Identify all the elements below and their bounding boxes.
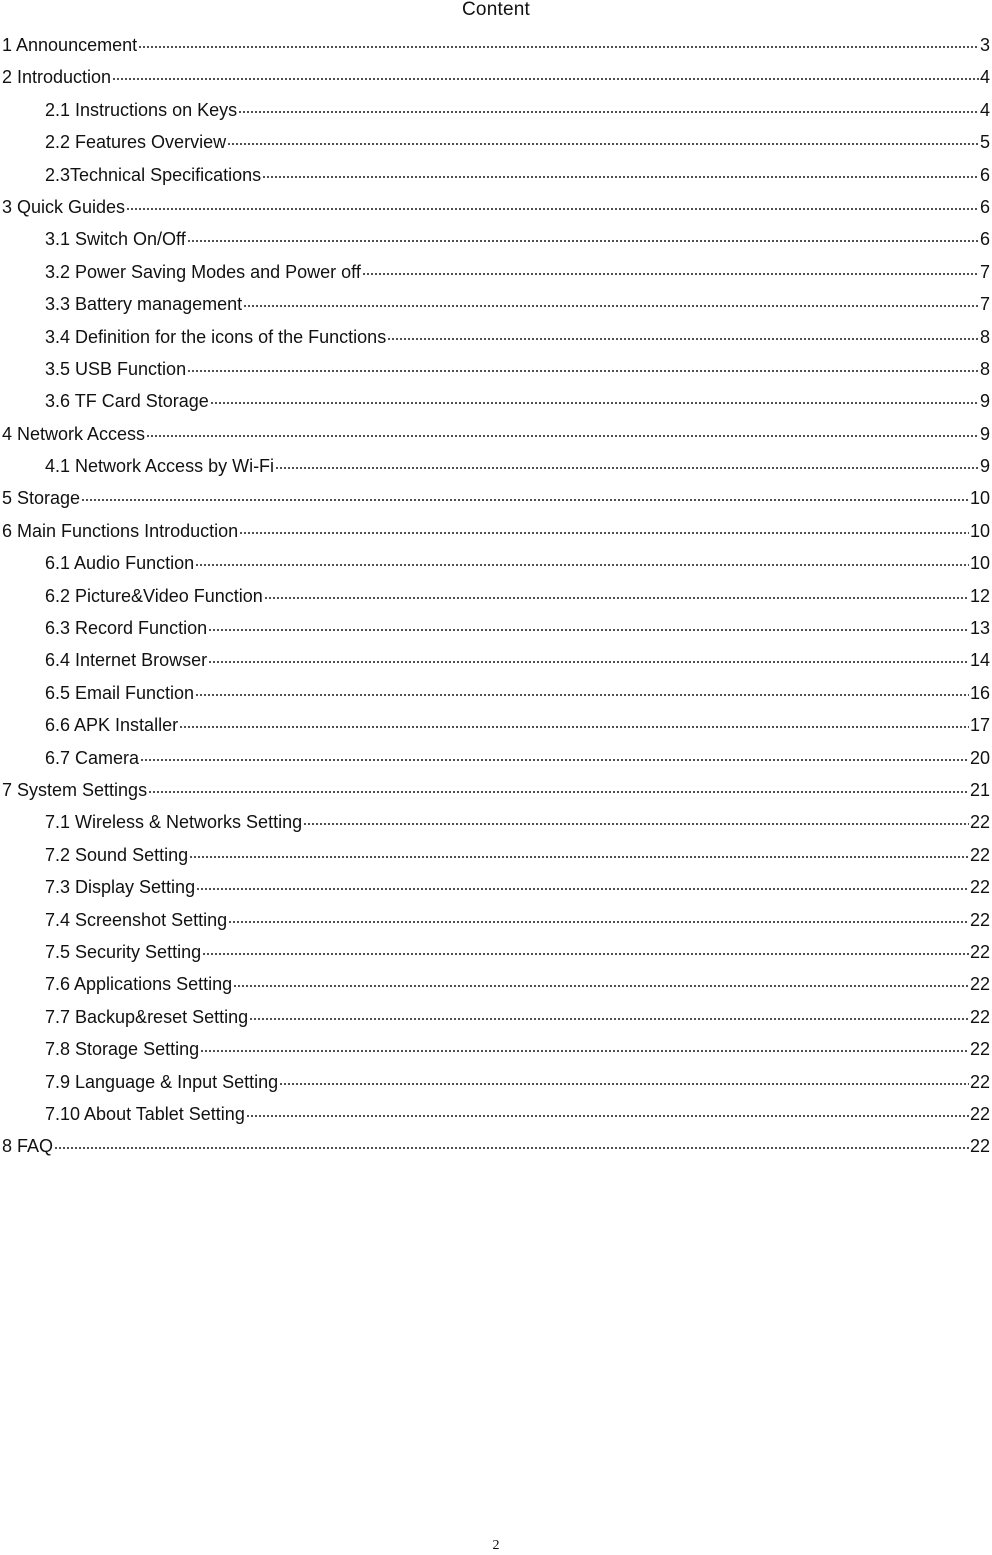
toc-entry-page: 6 <box>979 164 990 185</box>
toc-entry-page: 12 <box>969 585 990 606</box>
toc-entry-page: 16 <box>969 682 990 703</box>
toc-entry-page: 21 <box>969 779 990 800</box>
dot-leader <box>279 1069 969 1089</box>
toc-entry[interactable] <box>0 515 992 547</box>
toc-entry-page: 22 <box>969 909 990 930</box>
dot-leader <box>179 712 969 732</box>
toc-entry-label: 2.2 Features Overview <box>45 132 227 153</box>
dot-leader <box>112 64 979 84</box>
dot-leader <box>387 324 979 344</box>
dot-leader <box>275 453 979 473</box>
toc-entry-label: 7.2 Sound Setting <box>45 844 189 865</box>
dot-leader <box>210 388 979 408</box>
toc-entry-label: 3.1 Switch On/Off <box>45 229 186 250</box>
dot-leader <box>195 550 969 570</box>
dot-leader <box>148 777 969 797</box>
toc-entry[interactable] <box>0 936 992 968</box>
toc-entry[interactable] <box>0 288 992 320</box>
toc-entry[interactable] <box>0 1066 992 1098</box>
toc-entry-label: 7.8 Storage Setting <box>45 1039 200 1060</box>
toc-entry-page: 22 <box>969 877 990 898</box>
toc-entry-label: 4.1 Network Access by Wi-Fi <box>45 456 275 477</box>
toc-entry[interactable] <box>0 159 992 191</box>
toc-entry[interactable] <box>0 321 992 353</box>
toc-entry-page: 22 <box>969 1039 990 1060</box>
toc-entry[interactable] <box>0 256 992 288</box>
toc-entry-page: 6 <box>979 196 990 217</box>
dot-leader <box>140 745 969 765</box>
dot-leader <box>233 971 969 991</box>
table-of-contents <box>0 29 992 1163</box>
toc-entry-label: 4 Network Access <box>2 423 146 444</box>
toc-entry-label: 7.4 Screenshot Setting <box>45 909 228 930</box>
page-number: 2 <box>492 1538 500 1553</box>
toc-entry-page: 13 <box>969 618 990 639</box>
dot-leader <box>54 1133 969 1153</box>
toc-entry-page: 22 <box>969 941 990 962</box>
toc-entry-page: 22 <box>969 1136 990 1157</box>
toc-entry[interactable] <box>0 191 992 223</box>
toc-entry-label: 1 Announcement <box>2 35 138 55</box>
toc-entry[interactable] <box>0 774 992 806</box>
toc-entry-page: 4 <box>979 99 990 120</box>
toc-entry-page: 14 <box>969 650 990 671</box>
dot-leader <box>208 647 969 667</box>
dot-leader <box>187 356 979 376</box>
toc-entry[interactable] <box>0 482 992 514</box>
toc-entry-label: 6 Main Functions Introduction <box>2 520 239 541</box>
dot-leader <box>239 518 969 538</box>
toc-entry-page: 5 <box>979 132 990 153</box>
dot-leader <box>227 129 979 149</box>
toc-entry-page: 20 <box>969 747 990 768</box>
dot-leader <box>208 615 969 635</box>
toc-entry-label: 3 Quick Guides <box>2 196 126 217</box>
dot-leader <box>138 32 979 52</box>
dot-leader <box>146 421 979 441</box>
toc-entry[interactable] <box>0 742 992 774</box>
toc-entry-label: 3.4 Definition for the icons of the Functions <box>45 326 387 347</box>
toc-entry-label: 6.3 Record Function <box>45 618 208 639</box>
toc-entry[interactable] <box>0 806 992 838</box>
toc-entry[interactable] <box>0 547 992 579</box>
toc-entry[interactable] <box>0 904 992 936</box>
toc-entry-label: 3.3 Battery management <box>45 294 243 315</box>
toc-entry-label: 3.2 Power Saving Modes and Power off <box>45 261 361 282</box>
dot-leader <box>264 583 969 603</box>
toc-entry-page: 3 <box>979 35 990 55</box>
dot-leader <box>126 194 979 214</box>
toc-entry-page: 22 <box>969 812 990 833</box>
toc-entry-label: 3.6 TF Card Storage <box>45 391 209 412</box>
toc-entry-label: 7.5 Security Setting <box>45 941 202 962</box>
toc-entry-label: 7 System Settings <box>2 779 148 800</box>
toc-entry[interactable] <box>0 968 992 1000</box>
toc-entry-label: 6.1 Audio Function <box>45 553 195 574</box>
toc-entry-page: 10 <box>969 488 990 509</box>
toc-entry[interactable] <box>0 612 992 644</box>
toc-entry-page: 9 <box>979 391 990 412</box>
toc-entry-label: 2.1 Instructions on Keys <box>45 99 238 120</box>
toc-entry[interactable] <box>0 580 992 612</box>
toc-entry-label: 2 Introduction <box>2 67 112 88</box>
toc-entry-label: 6.2 Picture&Video Function <box>45 585 263 606</box>
toc-entry[interactable] <box>0 353 992 385</box>
toc-entry[interactable] <box>0 871 992 903</box>
dot-leader <box>303 809 969 829</box>
toc-entry-page: 10 <box>969 520 990 541</box>
dot-leader <box>195 680 969 700</box>
dot-leader <box>202 939 969 959</box>
toc-entry[interactable] <box>0 1033 992 1065</box>
toc-entry[interactable] <box>0 223 992 255</box>
toc-entry-page: 7 <box>979 261 990 282</box>
toc-entry-label: 8 FAQ <box>2 1136 54 1157</box>
toc-entry[interactable] <box>0 677 992 709</box>
dot-leader <box>228 907 969 927</box>
dot-leader <box>189 842 969 862</box>
dot-leader <box>243 291 979 311</box>
toc-entry[interactable] <box>0 418 992 450</box>
toc-entry-page: 22 <box>969 1071 990 1092</box>
toc-entry[interactable] <box>0 126 992 158</box>
toc-entry-page: 8 <box>979 358 990 379</box>
toc-entry-label: 7.6 Applications Setting <box>45 974 233 995</box>
toc-entry[interactable] <box>0 839 992 871</box>
toc-entry-label: 7.3 Display Setting <box>45 877 196 898</box>
toc-entry-label: 7.1 Wireless & Networks Setting <box>45 812 303 833</box>
toc-entry-page: 17 <box>969 715 990 736</box>
toc-entry-label: 7.10 About Tablet Setting <box>45 1103 245 1124</box>
toc-entry-label: 6.6 APK Installer <box>45 715 179 736</box>
toc-entry[interactable] <box>0 644 992 676</box>
dot-leader <box>196 874 969 894</box>
dot-leader <box>249 1004 969 1024</box>
dot-leader <box>262 162 979 182</box>
toc-entry[interactable] <box>0 450 992 482</box>
toc-entry-label: 5 Storage <box>2 488 81 509</box>
dot-leader <box>200 1036 969 1056</box>
toc-entry-page: 8 <box>979 326 990 347</box>
toc-entry[interactable] <box>0 1130 992 1162</box>
toc-entry-label: 6.4 Internet Browser <box>45 650 208 671</box>
toc-entry[interactable] <box>0 709 992 741</box>
dot-leader <box>187 226 979 246</box>
toc-entry-page: 9 <box>979 423 990 444</box>
toc-entry-label: 6.5 Email Function <box>45 682 195 703</box>
toc-entry-page: 9 <box>979 456 990 477</box>
toc-entry-page: 22 <box>969 1006 990 1027</box>
toc-entry-page: 4 <box>979 67 990 88</box>
toc-entry[interactable] <box>0 1001 992 1033</box>
toc-entry[interactable] <box>0 1098 992 1130</box>
toc-entry-label: 3.5 USB Function <box>45 358 187 379</box>
toc-entry-label: 2.3Technical Specifications <box>45 164 262 185</box>
toc-entry[interactable] <box>0 61 992 93</box>
toc-entry-page: 22 <box>969 844 990 865</box>
toc-entry-label: 7.7 Backup&reset Setting <box>45 1006 249 1027</box>
toc-entry[interactable] <box>0 29 992 61</box>
dot-leader <box>246 1101 969 1121</box>
toc-entry-page: 22 <box>969 1103 990 1124</box>
toc-entry-page: 6 <box>979 229 990 250</box>
page-title: Content <box>462 0 530 20</box>
toc-entry-label: 6.7 Camera <box>45 747 140 768</box>
toc-entry[interactable] <box>0 94 992 126</box>
dot-leader <box>81 485 969 505</box>
dot-leader <box>238 97 979 117</box>
dot-leader <box>362 259 979 279</box>
toc-entry-page: 10 <box>969 553 990 574</box>
toc-entry-label: 7.9 Language & Input Setting <box>45 1071 279 1092</box>
toc-entry[interactable] <box>0 385 992 417</box>
toc-entry-page: 7 <box>979 294 990 315</box>
toc-entry-page: 22 <box>969 974 990 995</box>
